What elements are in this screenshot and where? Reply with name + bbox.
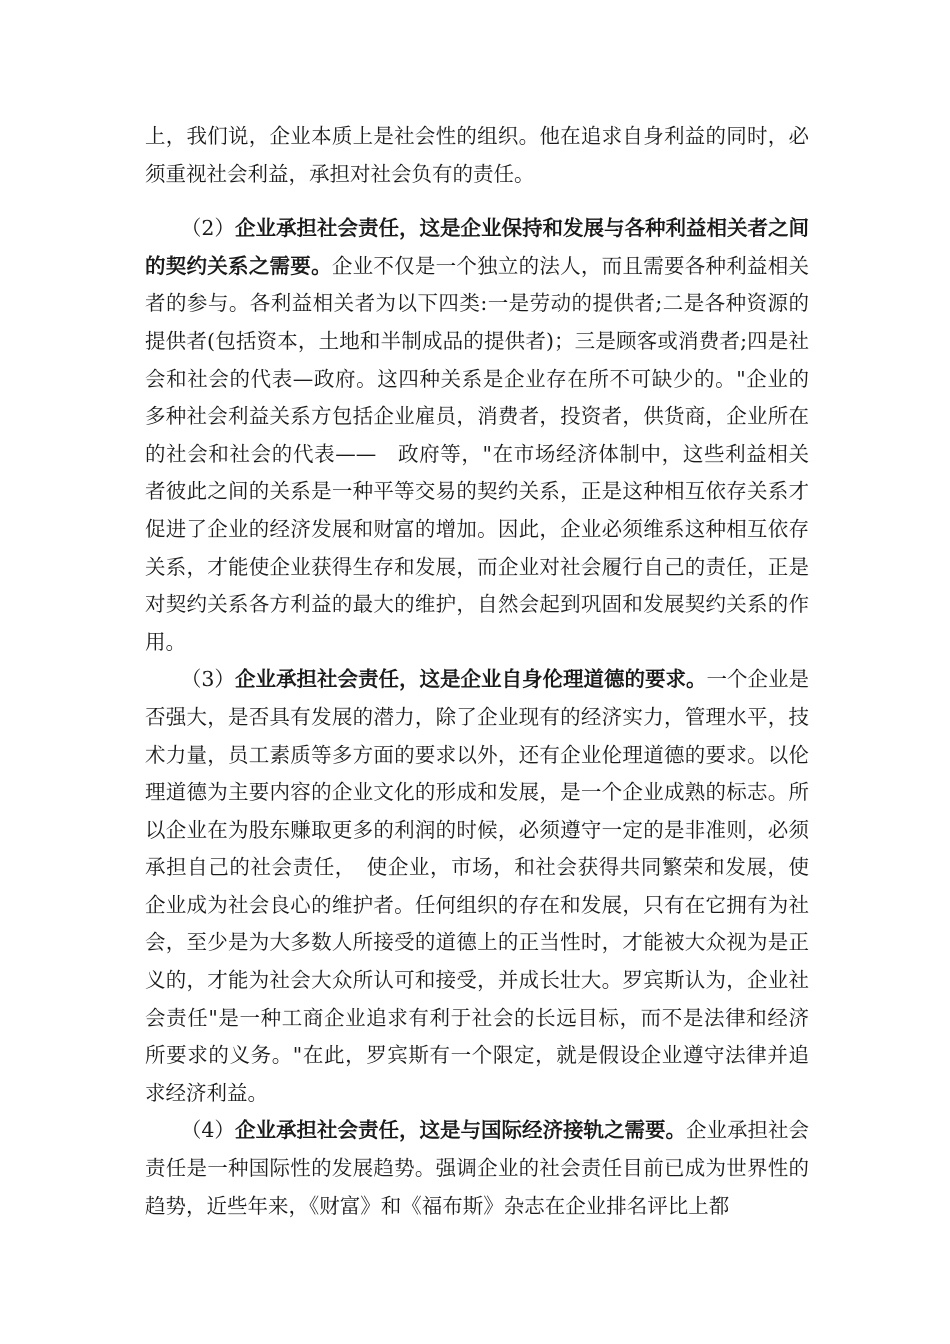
paragraph-4-body: 企业承担社会责任是一种国际性的发展趋势。强调企业的社会责任目前已成为世界性的趋势，近些年来，《财富》和《福布斯》杂志在企业排名评比上都 (145, 1118, 810, 1218)
paragraph-3-heading: 企业承担社会责任，这是企业自身伦理道德的要求。 (234, 667, 707, 692)
paragraph-3-number: （3） (180, 667, 235, 692)
paragraph-2-heading: 企业承担社会责任，这是企业保持和发展与各种利益相关者之间的契约关系之需要。 (145, 216, 810, 278)
paragraph-1 (145, 118, 809, 193)
paragraph-2 (145, 210, 809, 661)
paragraph-4 (145, 1112, 809, 1225)
paragraph-2-number: （2） (180, 216, 235, 241)
paragraph-2-body: 企业不仅是一个独立的法人，而且需要各种利益相关者的参与。各利益相关者为以下四类:一是劳动的提供者;二是各种资源的提供者(包括资本，土地和半制成品的提供者)；三是顾客或消费者;四是社会和社会的代表—政府。这四种关系是企业存在所不可缺少的。"企业的多种社会利益关系方包括企业雇员，消费者，投资者，供货商，企业所在的社会和社会的代表—— 政府等，"在市场经济体制中，这些利益相关者彼此之间的关系是一种平等交易的契约关系，正是这种相互依存关系才促进了企业的经济发展和财富的增加。因此，企业必须维系这种相互依存关系，才能使企业获得生存和发展，而企业对社会履行自己的责任，正是对契约关系各方利益的最大的维护，自然会起到巩固和发展契约关系的作用。 (145, 253, 810, 654)
paragraph-4-heading: 企业承担社会责任，这是与国际经济接轨之需要。 (234, 1118, 686, 1143)
paragraph-4-number: （4） (180, 1118, 235, 1143)
paragraph-3 (145, 661, 809, 1112)
paragraph-3-body: 一个企业是否强大，是否具有发展的潜力，除了企业现有的经济实力，管理水平，技术力量，员工素质等多方面的要求以外，还有企业伦理道德的要求。以伦理道德为主要内容的企业文化的形成和发展，是一个企业成熟的标志。所以企业在为股东赚取更多的利润的时候，必须遵守一定的是非准则，必须承担自己的社会责任， 使企业，市场，和社会获得共同繁荣和发展，使企业成为社会良心的维护者。任何组织的存在和发展，只有在它拥有为社会，至少是为大多数人所接受的道德上的正当性时，才能被大众视为是正义的，才能为社会大众所认可和接受，并成长壮大。罗宾斯认为，企业社会责任"是一种工商企业追求有利于社会的长远目标，而不是法律和经济所要求的义务。"在此，罗宾斯有一个限定，就是假设企业遵守法律并追求经济利益。 (145, 667, 810, 1105)
paragraph-1-body: 上，我们说，企业本质上是社会性的组织。他在追求自身利益的同时，必须重视社会利益，承担对社会负有的责任。 (145, 124, 809, 186)
document-page (145, 118, 809, 1225)
